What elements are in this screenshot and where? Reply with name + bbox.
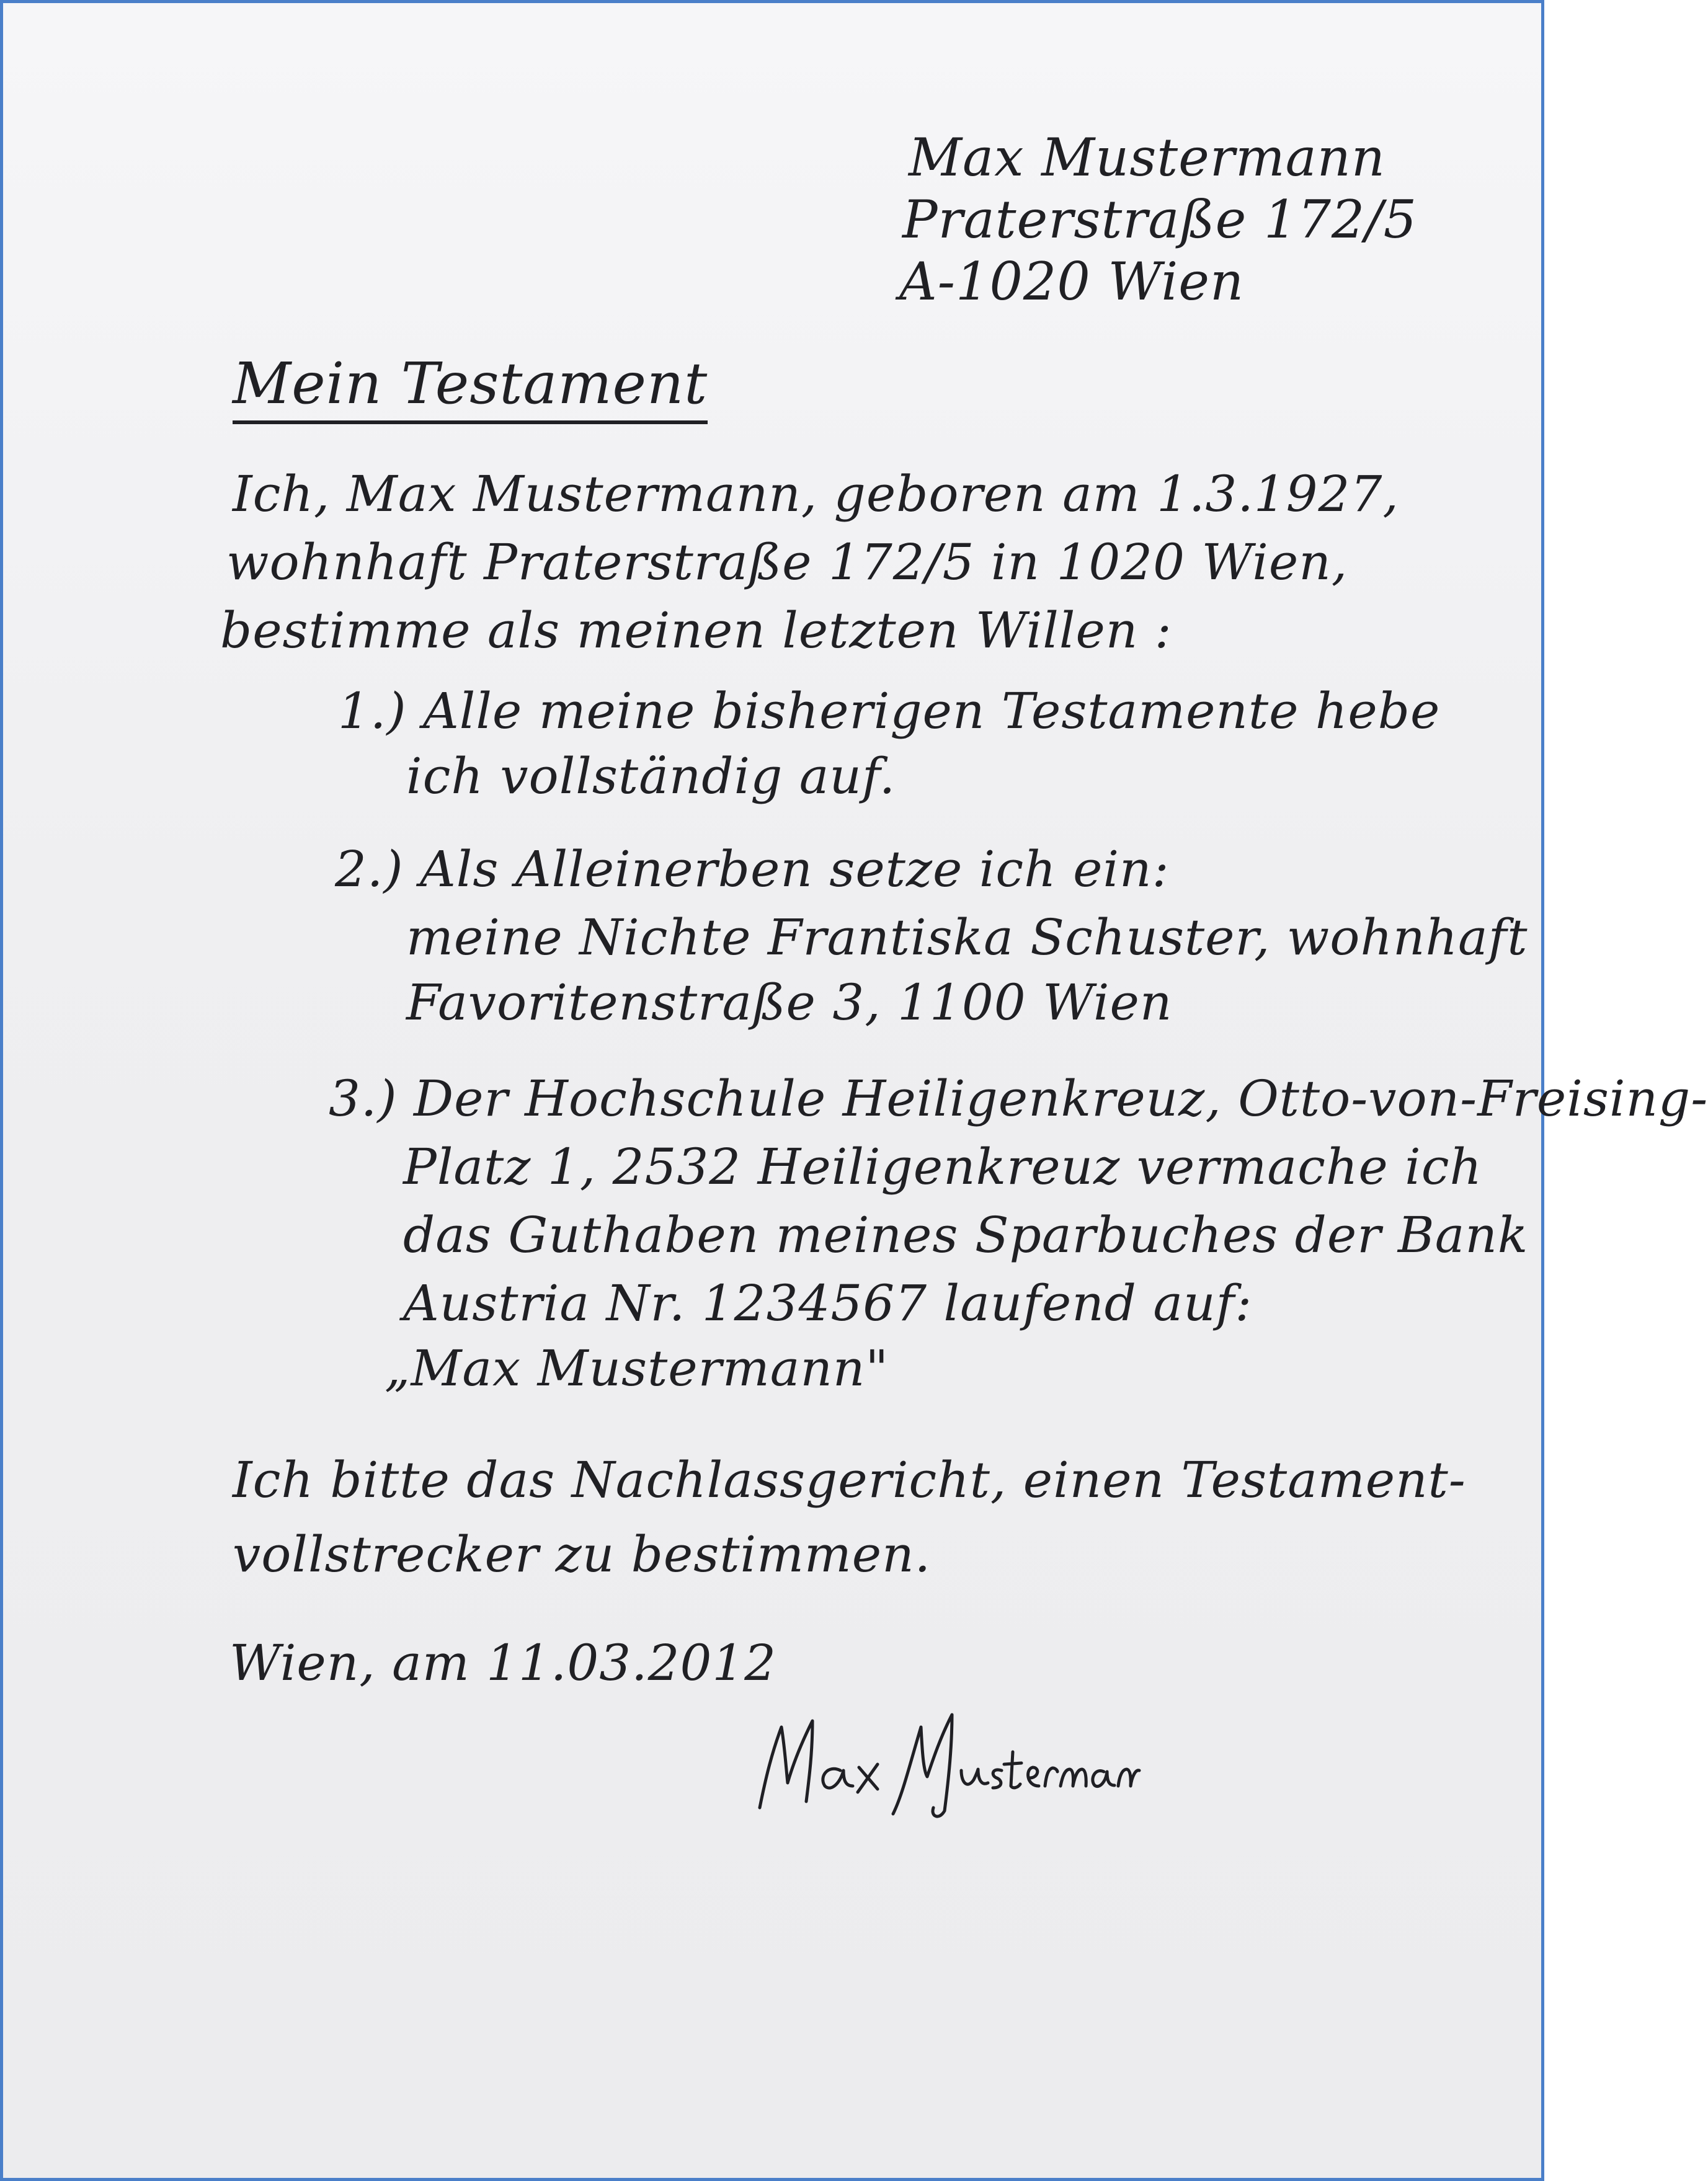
item-3-line: das Guthaben meines Sparbuches der Bank [403, 1206, 1529, 1264]
item-1-line: ich vollständig auf. [406, 747, 896, 805]
intro-line: bestimme als meinen letzten Willen : [220, 602, 1172, 659]
closing-line: vollstrecker zu bestimmen. [233, 1526, 932, 1583]
closing-line: Ich bitte das Nachlassgericht, einen Testament- [233, 1451, 1466, 1509]
item-2-line: meine Nichte Frantiska Schuster, wohnhaft [406, 908, 1528, 966]
item-1-line: 1.) Alle meine bisherigen Testamente hebe [338, 682, 1441, 740]
intro-line: wohnhaft Praterstraße 172/5 in 1020 Wien, [226, 533, 1348, 591]
date-line: Wien, am 11.03.2012 [229, 1634, 777, 1692]
document-title: Mein Testament [233, 350, 708, 424]
handwritten-signature [747, 1702, 1144, 1826]
signature-drawing [747, 1702, 1144, 1826]
item-3-line: „Max Mustermann" [385, 1339, 889, 1397]
item-2-line: 2.) Als Alleinerben setze ich ein: [335, 840, 1170, 898]
sender-name: Max Mustermann [909, 127, 1386, 188]
intro-line: Ich, Max Mustermann, geboren am 1.3.1927, [233, 465, 1399, 523]
item-3-line: 3.) Der Hochschule Heiligenkreuz, Otto-von-Freising- [329, 1070, 1708, 1127]
sender-street: Praterstraße 172/5 [902, 189, 1418, 250]
sender-city: A-1020 Wien [899, 251, 1245, 312]
item-3-line: Platz 1, 2532 Heiligenkreuz vermache ich [403, 1138, 1483, 1196]
item-2-line: Favoritenstraße 3, 1100 Wien [406, 974, 1173, 1031]
item-3-line: Austria Nr. 1234567 laufend auf: [403, 1274, 1253, 1332]
